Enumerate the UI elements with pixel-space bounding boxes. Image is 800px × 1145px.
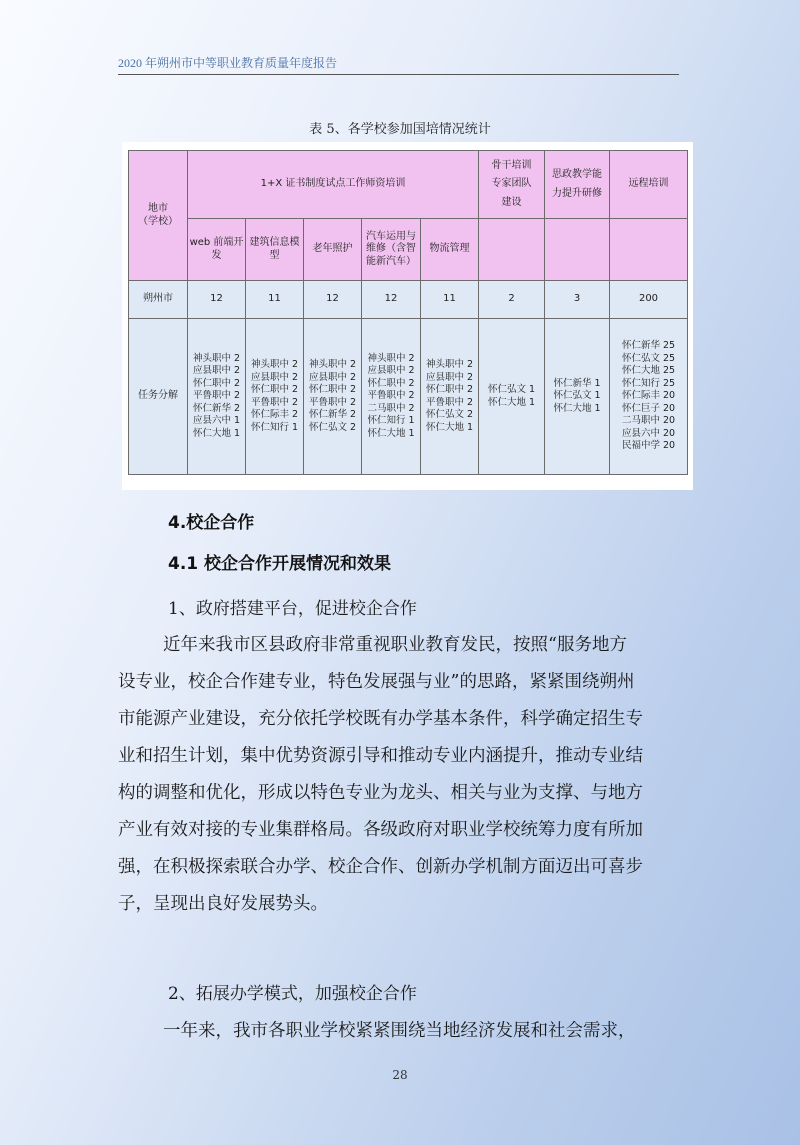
subheader-web-cell: [188, 219, 246, 281]
value-cell: 12: [304, 281, 362, 319]
task-line: 怀仁弘文 1: [553, 390, 601, 402]
table-row-tasks: [129, 319, 688, 475]
task-line: 二马职中 20: [621, 415, 676, 427]
header-remote-cell: 远程培训: [610, 151, 688, 219]
task-line: 二马职中 2: [367, 402, 415, 414]
page-number: 28: [392, 1068, 408, 1082]
point-heading-2: 2、拓展办学模式，加强校企合作: [168, 984, 417, 1004]
task-line: 平鲁职中 2: [425, 396, 474, 408]
task-list-cell: [479, 319, 545, 475]
task-line: 怀仁知行 1: [250, 421, 299, 433]
task-line: 应县职中 2: [367, 365, 415, 377]
row-label-cell: 朔州市: [129, 281, 188, 319]
task-line: 怀仁职中 2: [425, 384, 474, 395]
header-line: 专家团队: [491, 178, 532, 190]
point-heading-1: 1、政府搭建平台，促进校企合作: [168, 599, 417, 619]
task-line: 神头职中 2: [367, 352, 415, 364]
subheader-empty-cell: [545, 219, 610, 281]
subheader-empty-cell: [479, 219, 545, 281]
paragraph-2: [118, 1013, 680, 1050]
task-line: 应县职中 2: [425, 371, 474, 383]
paragraph-line: 设专业，校企合作建专业，特色发展强与业”的思路，紧紧围绕朔州: [118, 672, 635, 692]
task-line: 怀仁职中 2: [192, 377, 241, 389]
task-list-cell: [610, 319, 688, 475]
task-line: 怀仁新华 25: [621, 340, 676, 352]
paragraph-line: 近年来我市区县政府非常重视职业教育发民，按照“服务地方: [163, 635, 627, 655]
header-line: 思政教学能: [552, 169, 602, 180]
subsection-heading: 4.1 校企合作开展情况和效果: [168, 554, 392, 574]
value-cell: 200: [610, 281, 688, 319]
task-line: 怀仁知行 25: [621, 377, 676, 389]
paragraph-line: 强，在积极探索联合办学、校企合作、创新办学机制方面迈出可喜步: [118, 857, 643, 877]
task-line: 怀仁知行 1: [367, 415, 415, 427]
task-list-cell: [246, 319, 304, 475]
task-list-cell: [545, 319, 610, 475]
task-line: 怀仁大地 1: [192, 427, 241, 439]
header-line: 建设: [501, 196, 522, 208]
task-line: 应县职中 2: [192, 365, 241, 377]
task-line: 民福中学 20: [621, 440, 676, 452]
header-corner-cell: [129, 151, 188, 281]
task-line: 怀仁际丰 20: [621, 390, 676, 402]
header-line: 维修（含智: [366, 243, 416, 255]
task-line: 神头职中 2: [192, 352, 241, 364]
task-line: 平鲁职中 2: [367, 390, 415, 402]
task-line: 怀仁际丰 2: [250, 409, 299, 420]
paragraph-line: 业和招生计划，集中优势资源引导和推动专业内涵提升，推动专业结: [118, 746, 643, 766]
task-list-cell: [304, 319, 362, 475]
header-backbone-cell: [479, 151, 545, 219]
task-line: 应县六中 20: [621, 427, 676, 439]
task-line: 怀仁大地 25: [621, 365, 676, 377]
header-line: 汽车运用与: [366, 230, 416, 242]
row-label-cell: 任务分解: [129, 319, 188, 475]
task-list-cell: [421, 319, 479, 475]
paragraph-line: 一年来，我市各职业学校紧紧围绕当地经济发展和社会需求，: [163, 1021, 636, 1041]
header-corner-line: 地市: [148, 203, 168, 214]
subheader-logistics-cell: 物流管理: [421, 219, 479, 281]
value-cell: 11: [246, 281, 304, 319]
task-line: 怀仁大地 1: [425, 421, 474, 433]
table-caption: 表 5、各学校参加国培情况统计: [309, 122, 491, 137]
header-corner-line: （学校）: [138, 215, 178, 227]
subheader-auto-cell: [362, 219, 421, 281]
task-line: 怀仁新华 1: [553, 377, 601, 389]
paragraph-line: 构的调整和优化，形成以特色专业为龙头、相关与业为支撑、与地方: [118, 783, 643, 803]
task-list-cell: [362, 319, 421, 475]
header-line: 能新汽车）: [366, 255, 416, 267]
task-line: 怀仁职中 2: [308, 384, 357, 395]
value-cell: 3: [545, 281, 610, 319]
running-header: 2020 年朔州市中等职业教育质量年度报告: [118, 54, 679, 75]
paragraph-line: 市能源产业建设，充分依托学校既有办学基本条件，科学确定招生专: [118, 709, 643, 729]
paragraph-line: 子，呈现出良好发展势头。: [118, 894, 328, 914]
task-line: 怀仁弘文 1: [487, 384, 536, 395]
header-line: 型: [269, 249, 280, 261]
task-line: 怀仁大地 1: [367, 427, 415, 439]
task-line: 怀仁弘文 25: [621, 352, 676, 364]
header-line: 力提升研修: [552, 187, 602, 199]
task-line: 平鲁职中 2: [308, 396, 357, 408]
value-cell: 12: [188, 281, 246, 319]
task-line: 怀仁大地 1: [553, 402, 601, 414]
task-line: 怀仁新华 2: [192, 402, 241, 414]
task-line: 怀仁新华 2: [308, 409, 357, 420]
task-line: 怀仁弘文 2: [425, 409, 474, 420]
task-line: 神头职中 2: [425, 359, 474, 370]
paragraph-1: [118, 627, 680, 923]
task-line: 神头职中 2: [250, 359, 299, 370]
task-line: 怀仁职中 2: [367, 377, 415, 389]
section-heading: 4.校企合作: [168, 513, 255, 533]
group-header-cell: 1+X 证书制度试点工作师资培训: [188, 151, 479, 219]
task-list-cell: [188, 319, 246, 475]
task-line: 应县职中 2: [308, 371, 357, 383]
task-line: 怀仁大地 1: [487, 396, 536, 408]
task-line: 应县六中 1: [192, 415, 241, 427]
task-line: 应县职中 2: [250, 371, 299, 383]
header-ideology-cell: [545, 151, 610, 219]
training-stats-table-frame: [122, 142, 693, 490]
task-line: 平鲁职中 2: [192, 390, 241, 402]
header-line: 发: [211, 249, 222, 261]
task-line: 平鲁职中 2: [250, 396, 299, 408]
task-line: 怀仁职中 2: [250, 384, 299, 395]
subheader-eldercare-cell: 老年照护: [304, 219, 362, 281]
value-cell: 12: [362, 281, 421, 319]
subheader-bim-cell: [246, 219, 304, 281]
task-line: 神头职中 2: [308, 359, 357, 370]
value-cell: 2: [479, 281, 545, 319]
table-row-city: [129, 281, 688, 319]
task-line: 怀仁巨子 20: [621, 402, 676, 414]
paragraph-line: 产业有效对接的专业集群格局。各级政府对职业学校统筹力度有所加: [118, 820, 643, 840]
header-line: 建筑信息模: [249, 237, 300, 248]
subheader-empty-cell: [610, 219, 688, 281]
training-stats-table: [128, 150, 688, 475]
header-line: web 前端开: [189, 237, 244, 248]
value-cell: 11: [421, 281, 479, 319]
task-line: 怀仁弘文 2: [308, 421, 357, 433]
header-line: 骨干培训: [491, 159, 532, 171]
